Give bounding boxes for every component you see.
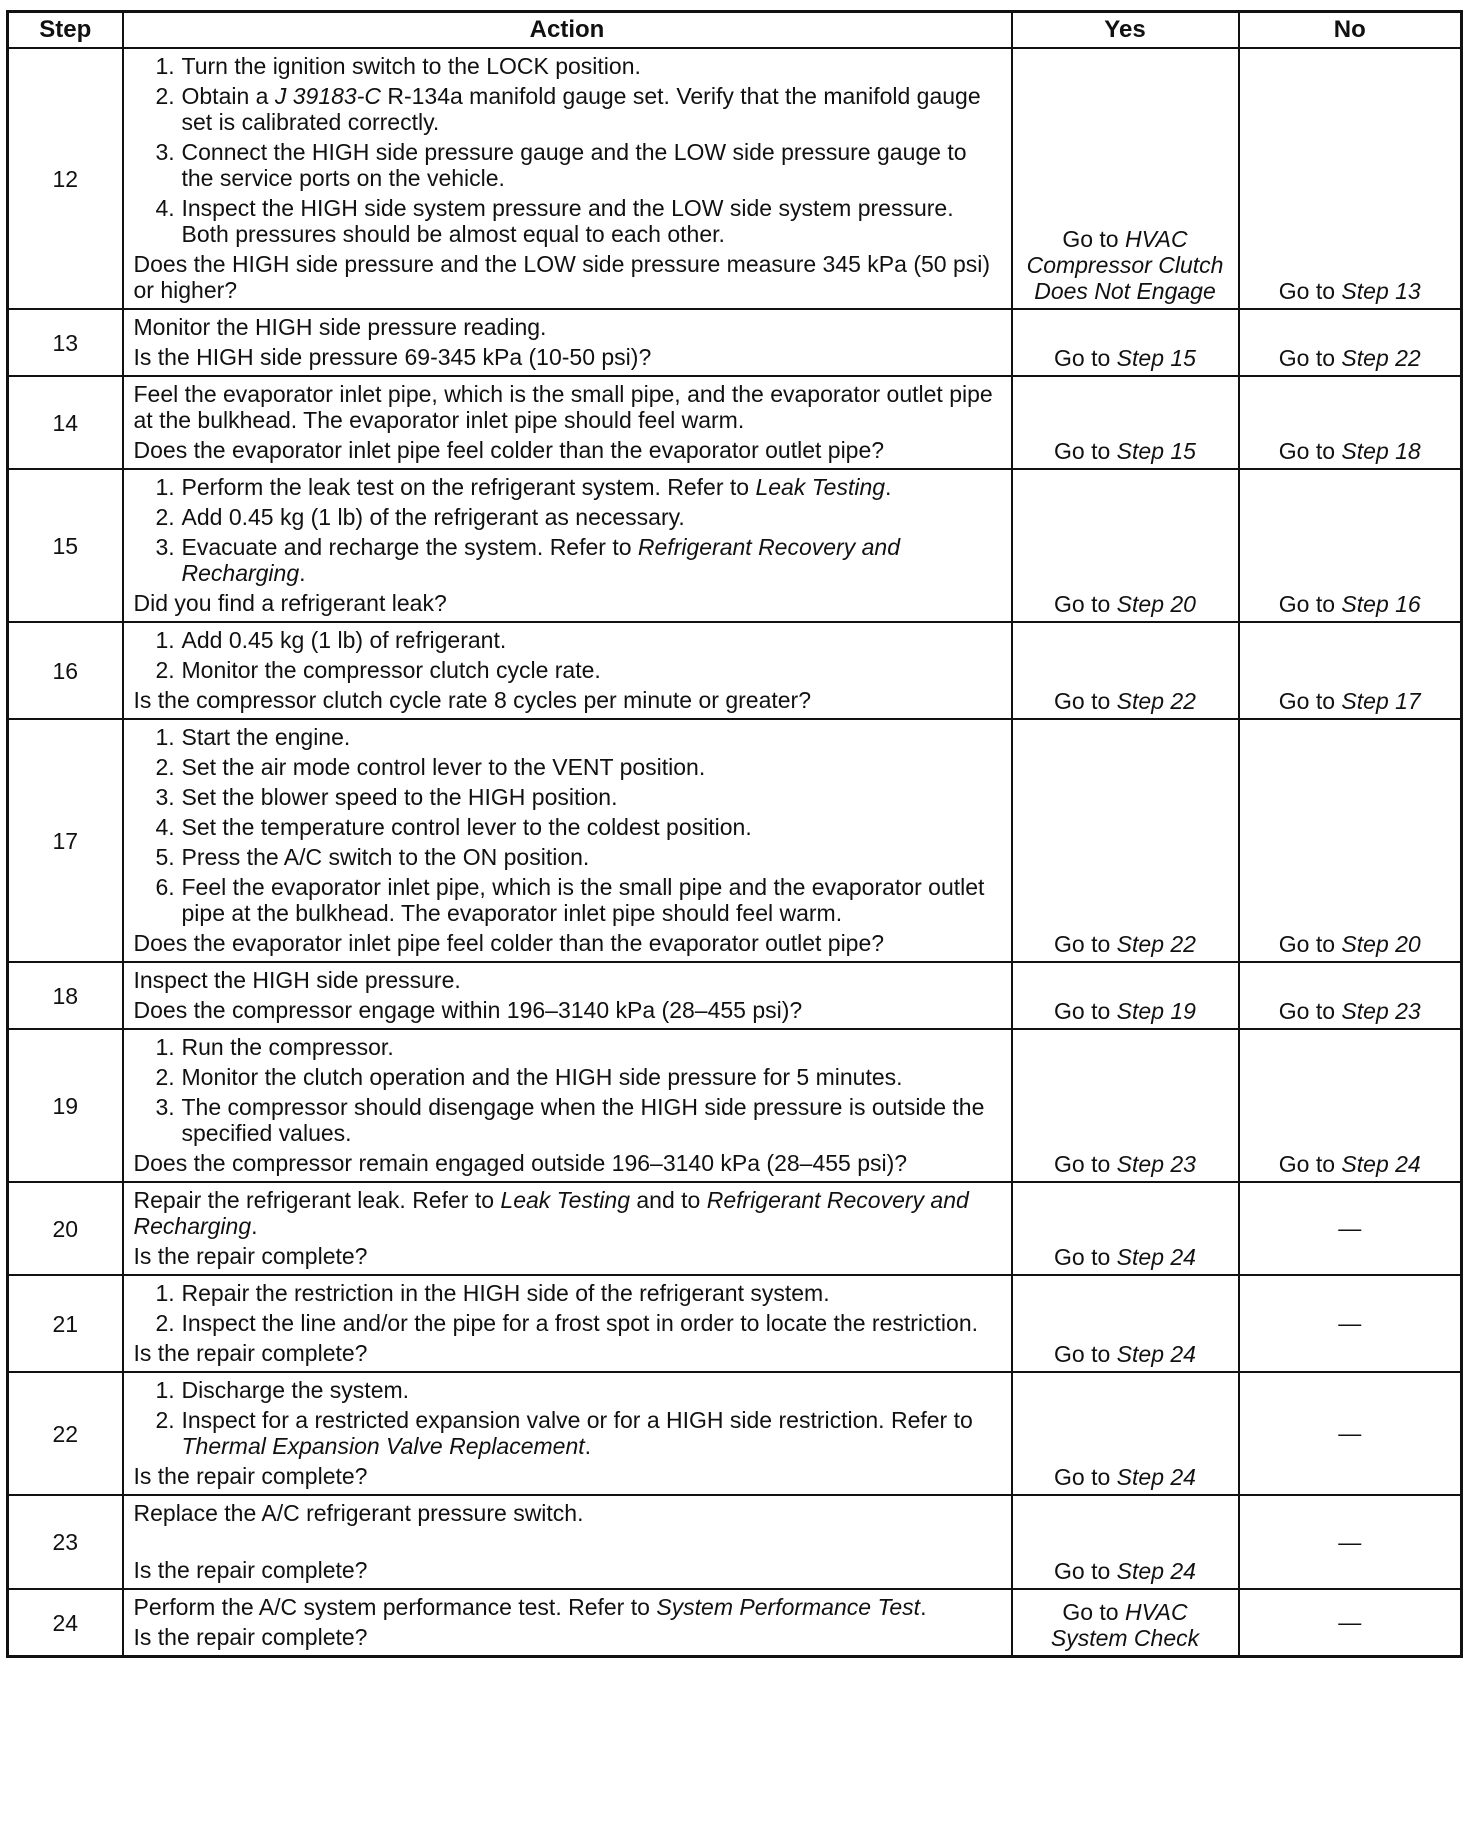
action-step-item [134,83,1001,135]
yes-result [1012,309,1239,376]
header-row [8,12,1462,49]
step-number: 12 [8,48,123,309]
action-cell [123,48,1012,309]
table-row [8,469,1462,622]
goto-prefix: Go to [1278,438,1336,464]
action-step-number: 1. [155,1034,175,1060]
action-step-item [134,724,1001,750]
text-run: Perform the A/C system performance test. Refer to [133,1594,657,1620]
goto-target: Step 15 [1116,345,1196,371]
action-instruction [134,1594,1001,1620]
action-step-item [134,844,1001,870]
text-run: Feel the evaporator inlet pipe, which is the small pipe, and the evaporator outlet pipe at the bulkhead. The evaporator inlet pipe should feel warm. [133,381,993,433]
step-number: 18 [8,962,123,1029]
text-run: Add 0.45 kg (1 lb) of the refrigerant as necessary. [181,504,685,530]
text-run: Inspect the HIGH side system pressure and the LOW side system pressure. Both pressures should be almost equal to each other. [181,195,954,247]
goto-prefix: Go to [1062,226,1119,252]
action-step-number: 3. [155,1094,175,1120]
goto-target: Step 18 [1341,438,1421,464]
goto-prefix: Go to [1278,688,1336,714]
action-step-list [134,474,1001,586]
action-step-item [134,504,1001,530]
goto-prefix: Go to [1278,931,1336,957]
action-question: Is the compressor clutch cycle rate 8 cycles per minute or greater? [133,687,812,713]
goto-target: HVAC System Check [1050,1599,1200,1651]
reference-link-text: J 39183-C [274,83,381,109]
action-cell [123,1372,1012,1495]
action-instruction [134,1187,1001,1239]
action-question: Is the repair complete? [133,1624,368,1650]
action-step-item [134,1280,1001,1306]
action-step-list [134,1034,1001,1146]
action-step-number: 1. [155,53,175,79]
no-result [1239,376,1462,469]
table-row [8,309,1462,376]
action-question: Does the evaporator inlet pipe feel colder than the evaporator outlet pipe? [133,437,885,463]
no-result [1239,48,1462,309]
step-number: 13 [8,309,123,376]
action-step-item [134,1377,1001,1403]
text-run: . [920,1594,927,1620]
yes-result [1012,1495,1239,1589]
goto-target: Step 13 [1341,278,1421,304]
yes-result [1012,1275,1239,1372]
action-step-item [134,195,1001,247]
text-run: Discharge the system. [181,1377,410,1403]
goto-prefix: Go to [1278,345,1336,371]
step-number: 19 [8,1029,123,1182]
text-run: . [584,1433,592,1459]
action-cell [123,1182,1012,1275]
goto-target: Step 22 [1116,688,1196,714]
step-number: 16 [8,622,123,719]
no-action-dash: — [1338,1609,1362,1635]
text-run: Monitor the clutch operation and the HIGH side pressure for 5 minutes. [181,1064,903,1090]
action-question: Does the compressor remain engaged outside 196–3140 kPa (28–455 psi)? [133,1150,908,1176]
goto-prefix: Go to [1054,345,1111,371]
text-run: Evacuate and recharge the system. Refer to [181,534,638,560]
goto-prefix: Go to [1054,1341,1111,1367]
goto-prefix: Go to [1278,278,1336,304]
goto-target: Step 17 [1341,688,1421,714]
text-run: Set the blower speed to the HIGH position. [181,784,618,810]
action-step-item [134,1094,1001,1146]
action-step-number: 1. [155,1377,175,1403]
action-question: Is the repair complete? [133,1557,368,1583]
action-cell [123,1495,1012,1589]
text-run: . [251,1213,258,1239]
action-step-number: 2. [155,83,175,109]
goto-prefix: Go to [1054,931,1111,957]
action-instruction [134,1500,1001,1526]
action-step-list [134,1280,1001,1336]
table-row [8,622,1462,719]
action-step-item [134,754,1001,780]
table-row [8,719,1462,962]
no-result [1239,309,1462,376]
goto-target: Step 20 [1341,931,1421,957]
reference-link-text: Leak Testing [500,1187,630,1213]
reference-link-text: Refrigerant Recovery and Recharging [181,534,900,586]
text-run: Press the A/C switch to the ON position. [181,844,590,870]
goto-target: Step 15 [1116,438,1196,464]
action-step-number: 3. [155,784,175,810]
text-run: Connect the HIGH side pressure gauge and the LOW side pressure gauge to the service ports on the vehicle. [181,139,967,191]
goto-target: HVAC Compressor Clutch Does Not Engage [1026,226,1224,304]
action-cell [123,962,1012,1029]
action-question: Is the repair complete? [133,1243,368,1269]
action-cell [123,1589,1012,1657]
action-question: Is the repair complete? [133,1463,368,1489]
goto-prefix: Go to [1054,998,1111,1024]
no-result [1239,1275,1462,1372]
goto-prefix: Go to [1054,438,1111,464]
action-step-number: 4. [155,814,175,840]
yes-result [1012,719,1239,962]
action-step-item [134,474,1001,500]
text-run: Monitor the compressor clutch cycle rate. [181,657,601,683]
table-row [8,376,1462,469]
goto-target: Step 22 [1116,931,1196,957]
text-run: Set the air mode control lever to the VENT position. [181,754,706,780]
step-number: 14 [8,376,123,469]
goto-target: Step 22 [1341,345,1421,371]
diagnostic-page [6,10,1460,1840]
yes-result [1012,962,1239,1029]
step-number: 22 [8,1372,123,1495]
goto-prefix: Go to [1062,1599,1119,1625]
action-step-number: 1. [155,1280,175,1306]
table-row [8,1182,1462,1275]
action-step-item [134,139,1001,191]
yes-result [1012,622,1239,719]
action-question: Did you find a refrigerant leak? [133,590,447,616]
action-step-item [134,1310,1001,1336]
goto-target: Step 23 [1341,998,1421,1024]
no-result [1239,622,1462,719]
step-number: 24 [8,1589,123,1657]
action-step-item [134,784,1001,810]
action-cell [123,309,1012,376]
action-question: Does the HIGH side pressure and the LOW side pressure measure 345 kPa (50 psi) or higher? [133,251,991,303]
action-step-number: 3. [155,534,175,560]
goto-target: Step 16 [1341,591,1421,617]
text-run: Repair the restriction in the HIGH side of the refrigerant system. [181,1280,830,1306]
text-run: Inspect the HIGH side pressure. [133,967,461,993]
header-action: Action [123,12,1012,49]
no-result [1239,1182,1462,1275]
table-row [8,1589,1462,1657]
yes-result [1012,1372,1239,1495]
no-action-dash: — [1338,1310,1362,1336]
header-step: Step [8,12,123,49]
action-question: Does the compressor engage within 196–3140 kPa (28–455 psi)? [133,997,803,1023]
action-instruction [134,381,1001,433]
goto-prefix: Go to [1054,1558,1111,1584]
action-step-list [134,724,1001,926]
no-action-dash: — [1338,1528,1362,1555]
action-step-item [134,627,1001,653]
diagnostic-table [6,10,1463,1658]
goto-target: Step 20 [1116,591,1196,617]
action-instruction [134,314,1001,340]
goto-prefix: Go to [1278,591,1336,617]
goto-prefix: Go to [1278,1151,1336,1177]
text-run: . [299,560,306,586]
goto-target: Step 24 [1116,1244,1196,1270]
action-step-list [134,1377,1001,1459]
action-step-number: 2. [155,657,175,683]
goto-target: Step 24 [1116,1341,1196,1367]
header-yes: Yes [1012,12,1239,49]
blank-line [134,1527,1001,1553]
action-instruction [134,967,1001,993]
goto-prefix: Go to [1054,1151,1111,1177]
action-step-number: 2. [155,504,175,530]
action-step-number: 1. [155,474,175,500]
table-row [8,1029,1462,1182]
no-action-dash: — [1338,1215,1362,1241]
yes-result [1012,1589,1239,1657]
goto-target: Step 23 [1116,1151,1196,1177]
reference-link-text: Leak Testing [755,474,886,500]
text-run: Set the temperature control lever to the coldest position. [181,814,752,840]
goto-target: Step 24 [1116,1558,1196,1584]
action-step-item [134,874,1001,926]
yes-result [1012,1182,1239,1275]
table-row [8,962,1462,1029]
action-step-number: 4. [155,195,175,221]
text-run: Inspect for a restricted expansion valve or for a HIGH side restriction. Refer to [181,1407,973,1433]
reference-link-text: Refrigerant Recovery and Recharging [133,1187,969,1239]
action-step-item [134,1407,1001,1459]
yes-result [1012,1029,1239,1182]
action-step-number: 2. [155,1064,175,1090]
header-no: No [1239,12,1462,49]
step-number: 21 [8,1275,123,1372]
goto-prefix: Go to [1054,1464,1111,1490]
yes-result [1012,48,1239,309]
action-step-number: 2. [155,1407,175,1433]
text-run: Add 0.45 kg (1 lb) of refrigerant. [181,627,507,653]
action-cell [123,376,1012,469]
reference-link-text: System Performance Test [656,1594,921,1620]
action-step-item [134,814,1001,840]
goto-prefix: Go to [1054,591,1111,617]
action-step-number: 5. [155,844,175,870]
text-run: R-134a manifold gauge set. Verify that the manifold gauge set is calibrated correctly. [181,83,981,135]
goto-target: Step 24 [1116,1464,1196,1490]
action-cell [123,622,1012,719]
action-question: Is the HIGH side pressure 69-345 kPa (10-50 psi)? [133,344,652,370]
text-run: Monitor the HIGH side pressure reading. [133,314,547,340]
action-question: Is the repair complete? [133,1340,368,1366]
no-result [1239,1029,1462,1182]
action-step-item [134,1034,1001,1060]
no-result [1239,962,1462,1029]
step-number: 23 [8,1495,123,1589]
text-run: Feel the evaporator inlet pipe, which is the small pipe and the evaporator outlet pipe at the bulkhead. The evaporator inlet pipe should feel warm. [181,874,985,926]
goto-prefix: Go to [1054,688,1111,714]
goto-prefix: Go to [1278,998,1336,1024]
text-run: and to [629,1187,707,1213]
text-run: The compressor should disengage when the HIGH side pressure is outside the specified values. [181,1094,985,1146]
table-row [8,48,1462,309]
table-body [8,48,1462,1657]
text-run: Repair the refrigerant leak. Refer to [133,1187,501,1213]
reference-link-text: Thermal Expansion Valve Replacement [181,1433,585,1459]
text-run: Inspect the line and/or the pipe for a frost spot in order to locate the restriction. [181,1310,978,1336]
no-result [1239,719,1462,962]
action-step-item [134,534,1001,586]
action-cell [123,719,1012,962]
yes-result [1012,469,1239,622]
text-run: Turn the ignition switch to the LOCK position. [181,53,641,79]
no-result [1239,1372,1462,1495]
action-step-list [134,627,1001,683]
text-run: Obtain a [181,83,275,109]
text-run: Start the engine. [181,724,351,750]
table-row [8,1275,1462,1372]
goto-target: Step 19 [1116,998,1196,1024]
action-step-item [134,53,1001,79]
table-row [8,1372,1462,1495]
no-action-dash: — [1338,1420,1362,1446]
step-number: 20 [8,1182,123,1275]
goto-target: Step 24 [1341,1151,1421,1177]
action-step-item [134,1064,1001,1090]
action-step-number: 2. [155,754,175,780]
action-question: Does the evaporator inlet pipe feel colder than the evaporator outlet pipe? [133,930,885,956]
no-result [1239,1589,1462,1657]
yes-result [1012,376,1239,469]
action-step-number: 3. [155,139,175,165]
no-result [1239,1495,1462,1589]
action-step-item [134,657,1001,683]
action-step-number: 1. [155,627,175,653]
text-run: Run the compressor. [181,1034,394,1060]
step-number: 15 [8,469,123,622]
step-number: 17 [8,719,123,962]
text-run: . [885,474,892,500]
goto-prefix: Go to [1054,1244,1111,1270]
text-run: Replace the A/C refrigerant pressure switch. [133,1500,584,1526]
table-row [8,1495,1462,1589]
action-cell [123,1029,1012,1182]
text-run: Perform the leak test on the refrigerant system. Refer to [181,474,756,500]
no-result [1239,469,1462,622]
action-step-number: 1. [155,724,175,750]
action-step-number: 2. [155,1310,175,1336]
action-step-number: 6. [155,874,175,900]
action-cell [123,1275,1012,1372]
action-step-list [134,53,1001,247]
action-cell [123,469,1012,622]
